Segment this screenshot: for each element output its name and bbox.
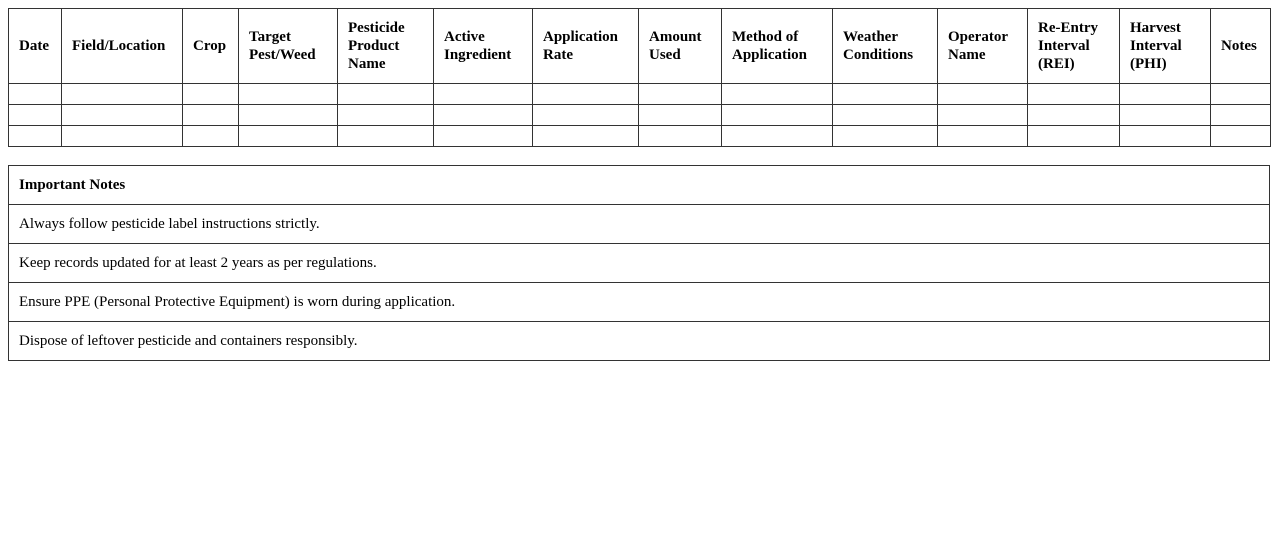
table-cell[interactable] [722,84,833,105]
column-header: Re-Entry Interval (REI) [1028,9,1120,84]
note-item: Keep records updated for at least 2 years as per regulations. [9,244,1270,283]
table-cell[interactable] [338,105,434,126]
table-cell[interactable] [183,126,239,147]
table-cell[interactable] [938,126,1028,147]
table-row [9,105,1271,126]
table-cell[interactable] [533,84,639,105]
table-row [9,126,1271,147]
table-cell[interactable] [239,105,338,126]
notes-title: Important Notes [9,166,1270,205]
column-header: Method of Application [722,9,833,84]
table-row [9,84,1271,105]
table-cell[interactable] [1120,126,1211,147]
column-header: Harvest Interval (PHI) [1120,9,1211,84]
note-item: Ensure PPE (Personal Protective Equipment) is worn during application. [9,283,1270,322]
column-header: Active Ingredient [434,9,533,84]
table-cell[interactable] [1028,126,1120,147]
table-cell[interactable] [639,105,722,126]
column-header: Operator Name [938,9,1028,84]
table-cell[interactable] [833,126,938,147]
table-cell[interactable] [338,84,434,105]
table-cell[interactable] [239,126,338,147]
table-cell[interactable] [1211,84,1271,105]
note-item: Always follow pesticide label instructions strictly. [9,205,1270,244]
table-cell[interactable] [62,84,183,105]
table-cell[interactable] [183,84,239,105]
table-cell[interactable] [1028,105,1120,126]
table-cell[interactable] [639,84,722,105]
column-header: Weather Conditions [833,9,938,84]
table-cell[interactable] [1120,105,1211,126]
column-header: Target Pest/Weed [239,9,338,84]
table-cell[interactable] [938,105,1028,126]
table-cell[interactable] [62,105,183,126]
important-notes-table [8,165,1270,361]
table-cell[interactable] [1028,84,1120,105]
table-cell[interactable] [1211,126,1271,147]
table-cell[interactable] [722,126,833,147]
header-row [9,9,1271,84]
column-header: Application Rate [533,9,639,84]
column-header: Date [9,9,62,84]
table-cell[interactable] [434,105,533,126]
table-cell[interactable] [722,105,833,126]
table-cell[interactable] [833,84,938,105]
table-cell[interactable] [639,126,722,147]
table-cell[interactable] [62,126,183,147]
table-cell[interactable] [533,105,639,126]
table-cell[interactable] [833,105,938,126]
table-cell[interactable] [1120,84,1211,105]
pesticide-log-table [8,8,1271,147]
table-cell[interactable] [533,126,639,147]
table-cell[interactable] [938,84,1028,105]
table-cell[interactable] [9,84,62,105]
column-header: Amount Used [639,9,722,84]
table-cell[interactable] [338,126,434,147]
column-header: Pesticide Product Name [338,9,434,84]
table-cell[interactable] [434,84,533,105]
table-cell[interactable] [9,126,62,147]
table-cell[interactable] [434,126,533,147]
column-header: Crop [183,9,239,84]
table-cell[interactable] [183,105,239,126]
note-item: Dispose of leftover pesticide and containers responsibly. [9,322,1270,361]
column-header: Notes [1211,9,1271,84]
table-cell[interactable] [1211,105,1271,126]
table-cell[interactable] [9,105,62,126]
column-header: Field/Location [62,9,183,84]
table-cell[interactable] [239,84,338,105]
